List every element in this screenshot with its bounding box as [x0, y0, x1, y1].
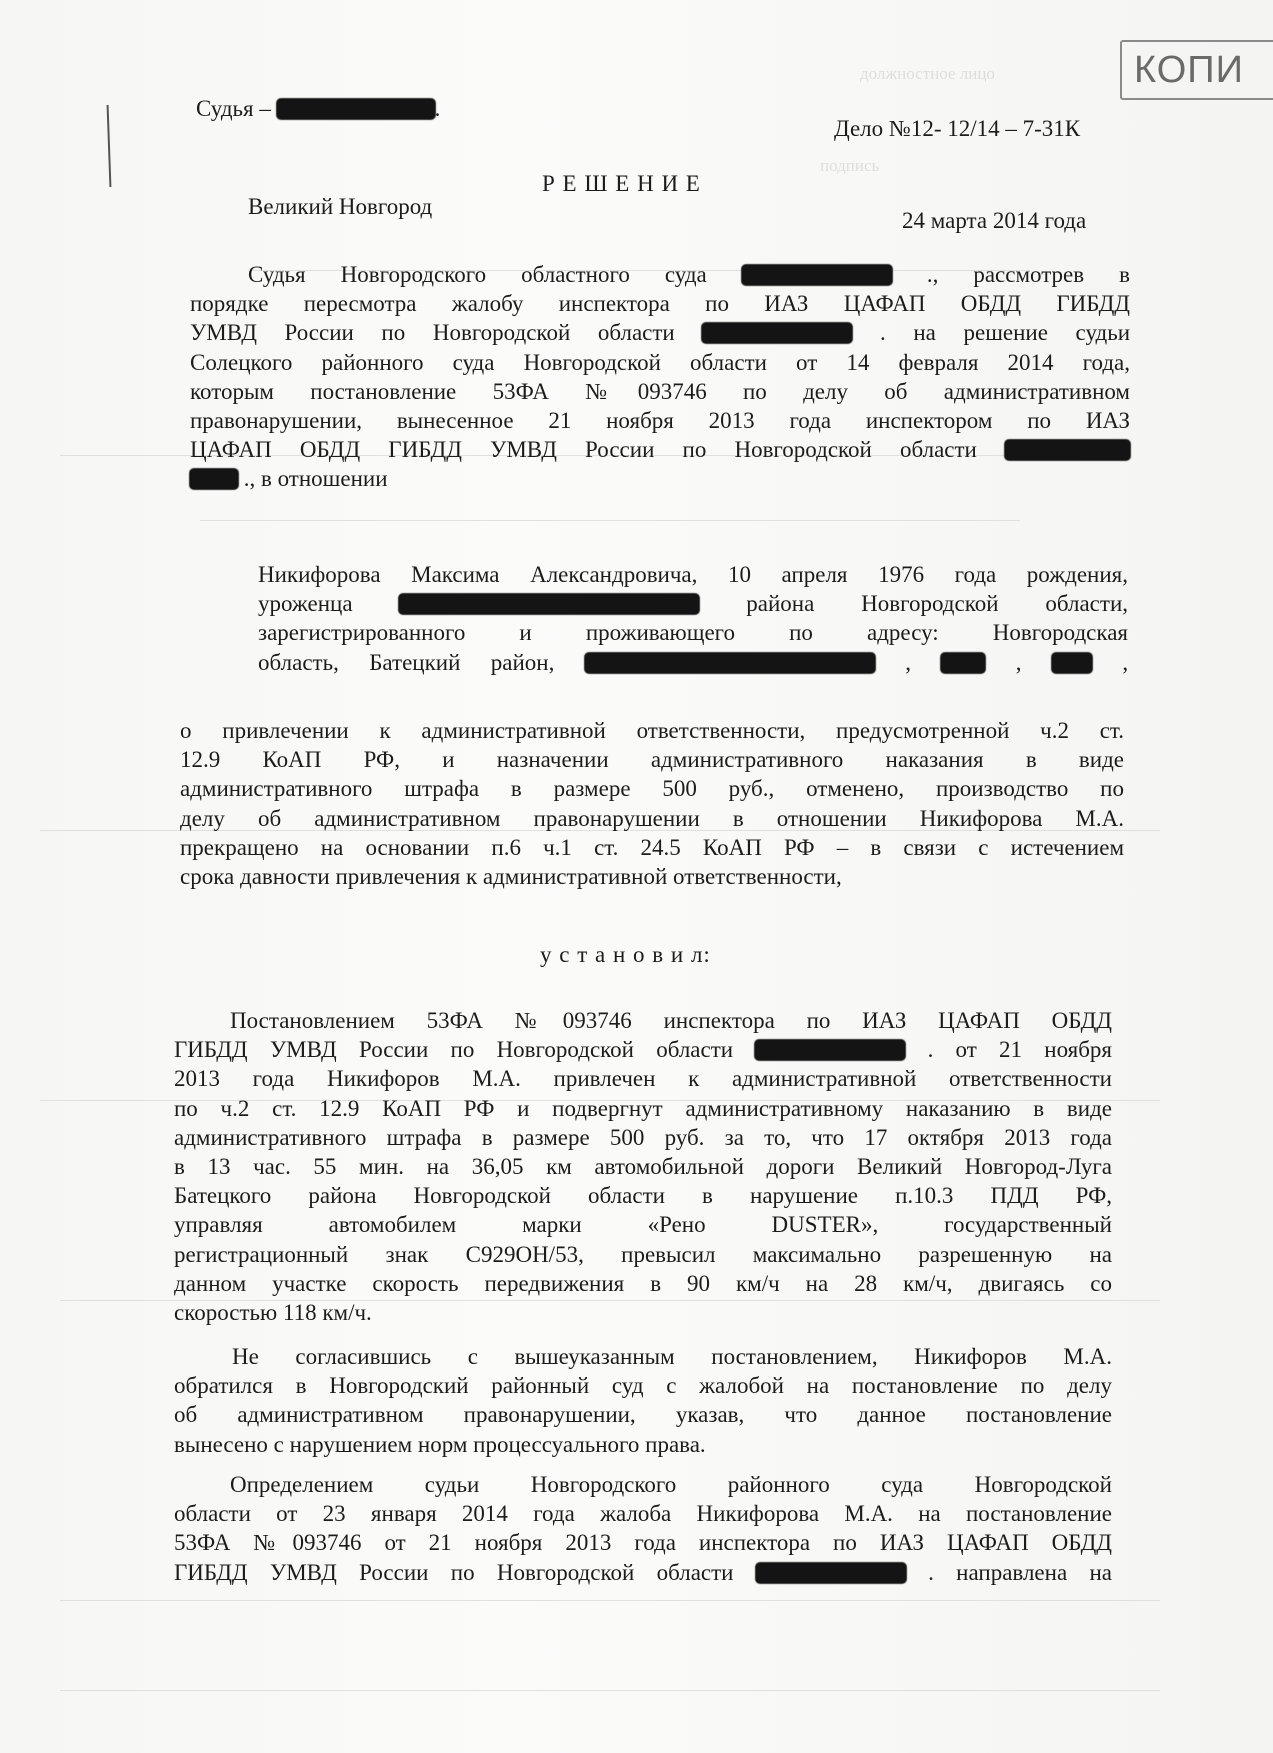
redaction-mark [756, 1563, 906, 1583]
text-span: которым постановление 53ФА №093746 по делу об административном [190, 378, 1130, 404]
ruling-paragraph [180, 716, 1124, 891]
judge-suffix: . [434, 96, 441, 121]
margin-pen-mark [107, 105, 112, 187]
text-span: делу об административном правонарушении в отношении Никифорова М.А. [180, 805, 1124, 831]
text-line [174, 1371, 1112, 1400]
text-span: , [1122, 649, 1129, 675]
text-span: регистрационный знак С929ОН/53, превысил максимально разрешенную на [174, 1241, 1112, 1267]
text-span: уроженца [258, 591, 353, 617]
text-line [174, 1064, 1112, 1093]
text-line [174, 1152, 1112, 1181]
text-span: прекращено на основании п.6 ч.1 ст. 24.5 КоАП РФ – в связи с истечением [180, 834, 1124, 860]
text-line [174, 1298, 1112, 1327]
text-span: Солецкого районного суда Новгородской области от 14 февраля 2014 года, [190, 349, 1130, 375]
text-line [190, 435, 1130, 464]
judge-line [196, 94, 440, 123]
text-span: Постановлением 53ФА №093746 инспектора по ИАЗ ЦАФАП ОБДД [230, 1008, 1112, 1033]
text-span: порядке пересмотра жалобу инспектора по ИАЗ ЦАФАП ОБДД ГИБДД [190, 291, 1130, 317]
text-span: ЦАФАП ОБДД ГИБДД УМВД России по Новгородской области [190, 437, 977, 463]
text-line [258, 589, 1128, 618]
text-line [174, 1006, 1112, 1035]
text-span: ГИБДД УМВД России по Новгородской области [174, 1559, 734, 1585]
text-span: . направлена на [928, 1559, 1112, 1585]
text-span: УМВД России по Новгородской области [190, 320, 675, 346]
text-line [174, 1210, 1112, 1239]
text-line [174, 1181, 1112, 1210]
bleed-through-line [60, 1600, 1160, 1601]
bleed-through-text: должностное лицо [860, 64, 995, 83]
text-span: ., рассмотрев в [926, 262, 1131, 287]
bleed-through-line [60, 1690, 1160, 1691]
text-line [190, 406, 1130, 435]
redaction-mark [742, 265, 892, 285]
text-span: Определением судьи Новгородского районного суда Новгородской [230, 1472, 1112, 1497]
text-line [258, 560, 1128, 589]
text-span: зарегистрированного и проживающего по адресу: Новгородская [258, 620, 1128, 646]
text-span: скоростью 118 км/ч. [174, 1299, 372, 1325]
redaction-mark [399, 594, 699, 614]
body-paragraph-3 [174, 1470, 1112, 1587]
text-span: ГИБДД УМВД России по Новгородской области [174, 1037, 734, 1063]
copy-stamp: КОПИ [1120, 40, 1273, 100]
text-span: административного штрафа в размере 500 руб. за то, что 17 октября 2013 года [174, 1124, 1112, 1150]
text-line [180, 716, 1124, 745]
text-line [174, 1528, 1112, 1557]
bleed-through-line [200, 520, 1020, 521]
text-span: 53ФА №093746 от 21 ноября 2013 года инспектора по ИАЗ ЦАФАП ОБДД [174, 1530, 1112, 1556]
redaction-mark [1005, 440, 1130, 460]
text-span: области от 23 января 2014 года жалоба Никифорова М.А. на постановление [174, 1501, 1112, 1527]
text-span: , [905, 649, 911, 675]
text-span: административного штрафа в размере 500 руб., отменено, производство по [180, 776, 1124, 802]
text-span: обратился в Новгородский районный суд с жалобой на постановление по делу [174, 1373, 1112, 1399]
text-line [180, 862, 1124, 891]
text-line [174, 1269, 1112, 1298]
text-line [174, 1123, 1112, 1152]
text-span: данном участке скорость передвижения в 90 км/ч на 28 км/ч, двигаясь со [174, 1270, 1112, 1296]
text-span: Батецкого района Новгородской области в нарушение п.10.3 ПДД РФ, [174, 1183, 1112, 1209]
text-span: Судья Новгородского областного суда [248, 262, 707, 287]
intro-paragraph [190, 260, 1130, 494]
text-line [174, 1400, 1112, 1429]
city: Великий Новгород [248, 194, 433, 219]
text-line [180, 804, 1124, 833]
body-paragraph-2 [174, 1342, 1112, 1459]
redaction-mark [702, 323, 852, 343]
text-line [190, 464, 1130, 493]
text-line [174, 1470, 1112, 1499]
text-span: 2013 года Никифоров М.А. привлечен к административной ответственности [174, 1066, 1112, 1092]
text-line [174, 1035, 1112, 1064]
redaction-mark [277, 99, 435, 119]
text-line [190, 260, 1130, 289]
redaction-mark [1052, 653, 1092, 673]
text-line [180, 745, 1124, 774]
redaction-mark [190, 469, 238, 489]
case-number: Дело №12- 12/14 – 7-31К [834, 116, 1081, 141]
established-heading: у с т а н о в и л: [540, 942, 711, 967]
text-line [190, 289, 1130, 318]
text-span: . от 21 ноября [927, 1037, 1112, 1063]
text-line [174, 1430, 1112, 1459]
text-span: Никифорова Максима Александровича, 10 апреля 1976 года рождения, [258, 562, 1128, 587]
bleed-through-text: подпись [820, 156, 880, 175]
text-span: срока давности привлечения к административной ответственности, [180, 863, 842, 889]
text-line [190, 318, 1130, 347]
redaction-mark [585, 653, 875, 673]
text-line [258, 618, 1128, 647]
text-line [190, 377, 1130, 406]
text-line [174, 1558, 1112, 1587]
decision-date: 24 марта 2014 года [902, 208, 1087, 233]
text-span: о привлечении к административной ответственности, предусмотренной ч.2 ст. [180, 718, 1124, 743]
document-title: Р Е Ш Е Н И Е [542, 171, 701, 196]
text-span: 12.9 КоАП РФ, и назначении административного наказания в виде [180, 747, 1124, 773]
redaction-mark [755, 1040, 905, 1060]
text-span: область, Батецкий район, [258, 649, 555, 675]
text-line [190, 348, 1130, 377]
text-span: . на решение судьи [880, 320, 1131, 346]
body-paragraph-1 [174, 1006, 1112, 1327]
redaction-mark [941, 653, 985, 673]
text-span: ., в отношении [243, 466, 388, 492]
text-span: Не согласившись с вышеуказанным постановлением, Никифоров М.А. [232, 1344, 1112, 1369]
text-line [258, 648, 1128, 677]
text-line [180, 833, 1124, 862]
text-span: об административном правонарушении, указав, что данное постановление [174, 1402, 1112, 1428]
judge-label: Судья – [196, 96, 271, 121]
text-span: вынесено с нарушением норм процессуального права. [174, 1431, 706, 1457]
text-span: по ч.2 ст. 12.9 КоАП РФ и подвергнут административному наказанию в виде [174, 1095, 1112, 1121]
text-line [174, 1342, 1112, 1371]
text-line [174, 1499, 1112, 1528]
text-span: , [1015, 649, 1022, 675]
text-line [174, 1240, 1112, 1269]
text-span: в 13 час. 55 мин. на 36,05 км автомобильной дороги Великий Новгород-Луга [174, 1153, 1112, 1179]
text-line [180, 774, 1124, 803]
text-span: правонарушении, вынесенное 21 ноября 2013 года инспектором по ИАЗ [190, 407, 1130, 433]
text-line [174, 1094, 1112, 1123]
person-details [258, 560, 1128, 677]
text-span: управляя автомобилем марки «Рено DUSTER», государственный [174, 1212, 1112, 1238]
text-span: района Новгородской области, [746, 591, 1128, 617]
